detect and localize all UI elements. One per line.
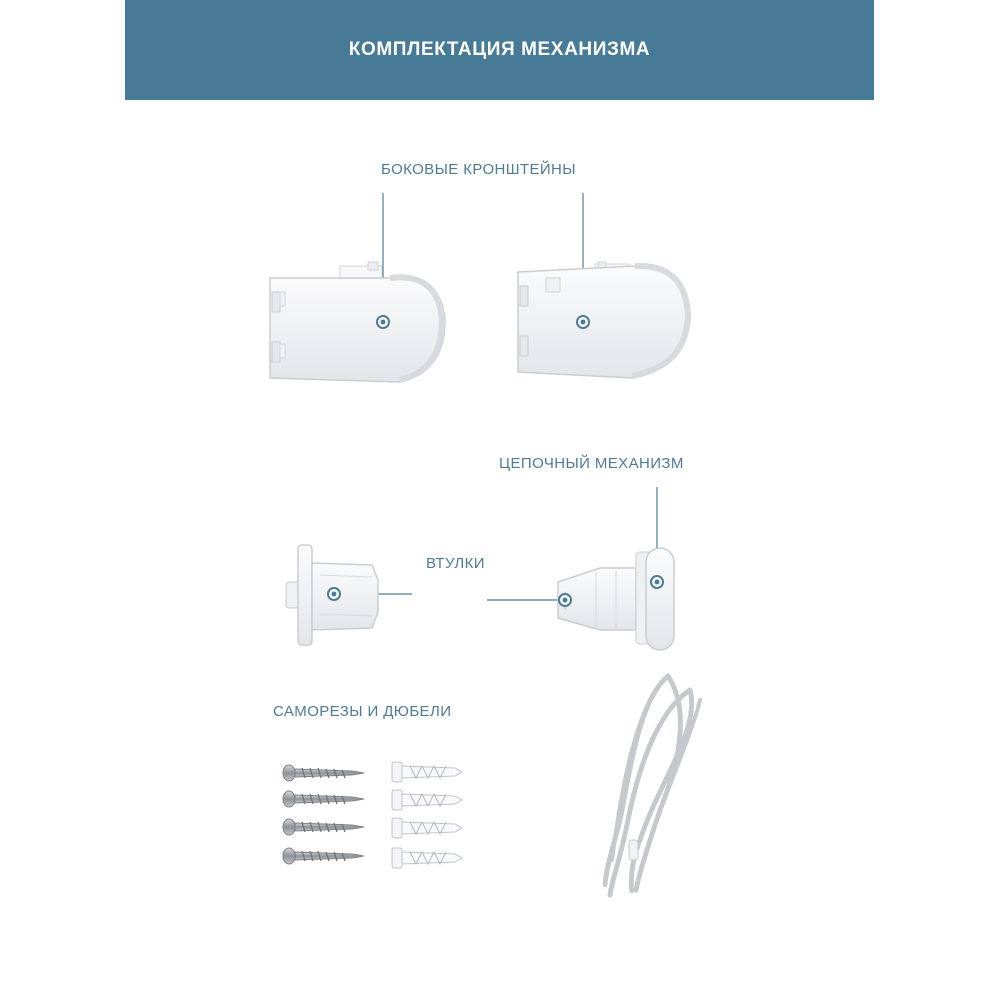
callout-dot — [559, 594, 571, 606]
chain-mechanism-icon — [558, 548, 674, 650]
dowel-icon — [392, 848, 462, 868]
dowel-icon — [392, 790, 462, 810]
dowel-icon — [392, 762, 462, 782]
callout-dot — [328, 588, 340, 600]
screw-icon — [283, 791, 364, 807]
dowel-icon — [392, 818, 462, 838]
label-side-brackets: БОКОВЫЕ КРОНШТЕЙНЫ — [381, 161, 576, 178]
label-bushings: ВТУЛКИ — [426, 555, 485, 572]
callout-dot — [377, 316, 389, 328]
screw-icon — [283, 765, 364, 781]
page-title: КОМПЛЕКТАЦИЯ МЕХАНИЗМА — [348, 39, 651, 60]
screw-icon — [283, 848, 364, 864]
label-chain-mechanism: ЦЕПОЧНЫЙ МЕХАНИЗМ — [499, 455, 684, 472]
chain-stopper-icon — [629, 840, 638, 860]
callout-dot — [577, 316, 589, 328]
screw-icon — [283, 819, 364, 835]
bead-chain-icon — [605, 676, 700, 895]
label-screws-dowels: САМОРЕЗЫ И ДЮБЕЛИ — [273, 703, 452, 720]
bracket-right-icon — [518, 262, 690, 378]
callout-dot — [651, 576, 663, 588]
bracket-left-icon — [270, 262, 445, 382]
